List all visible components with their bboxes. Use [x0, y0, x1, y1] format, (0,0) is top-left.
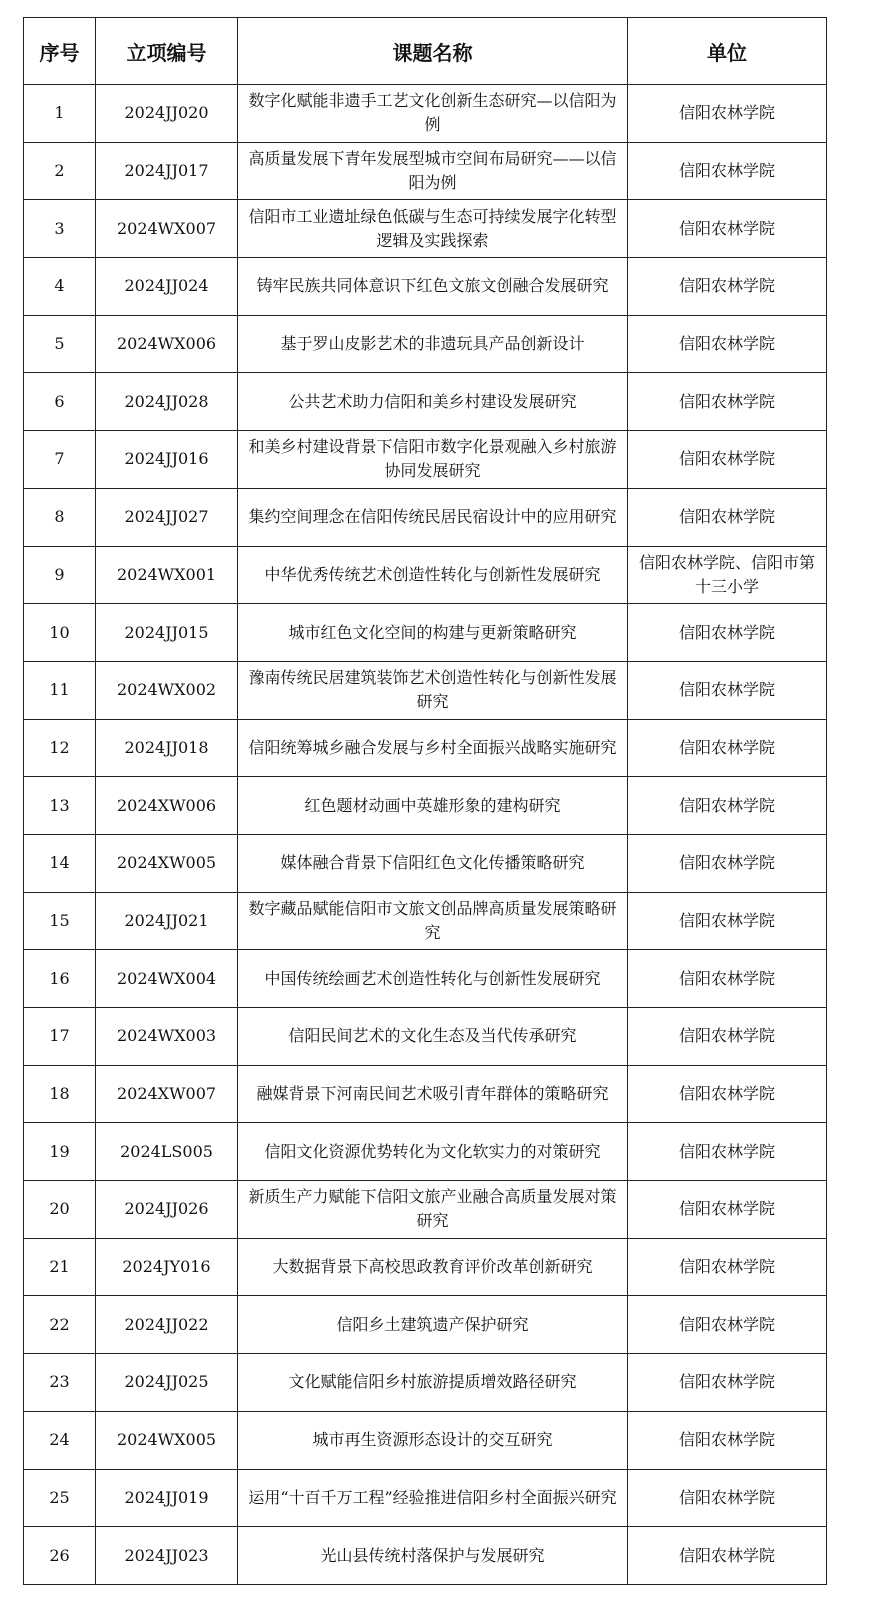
table-row: [24, 1469, 827, 1527]
table-row: [24, 719, 827, 777]
table-row: [24, 1411, 827, 1469]
cell-project-code: 2024WX003: [96, 1008, 238, 1066]
header-project-title: 课题名称: [238, 18, 628, 85]
cell-unit: 信阳农林学院: [628, 142, 827, 200]
cell-serial-number: 26: [24, 1527, 96, 1585]
cell-project-title: 数字藏品赋能信阳市文旅文创品牌高质量发展策略研究: [238, 892, 628, 950]
cell-project-title: 集约空间理念在信阳传统民居民宿设计中的应用研究: [238, 488, 628, 546]
cell-serial-number: 9: [24, 546, 96, 604]
cell-unit: 信阳农林学院: [628, 373, 827, 431]
cell-project-title: 信阳统筹城乡融合发展与乡村全面振兴战略实施研究: [238, 719, 628, 777]
cell-serial-number: 2: [24, 142, 96, 200]
cell-project-code: 2024WX005: [96, 1411, 238, 1469]
cell-serial-number: 15: [24, 892, 96, 950]
table-row: [24, 1008, 827, 1066]
cell-project-title: 信阳市工业遗址绿色低碳与生态可持续发展字化转型逻辑及实践探索: [238, 200, 628, 258]
table-row: [24, 200, 827, 258]
cell-project-code: 2024LS005: [96, 1123, 238, 1181]
cell-serial-number: 10: [24, 604, 96, 662]
cell-project-title: 融媒背景下河南民间艺术吸引青年群体的策略研究: [238, 1065, 628, 1123]
cell-serial-number: 21: [24, 1238, 96, 1296]
cell-serial-number: 12: [24, 719, 96, 777]
cell-project-code: 2024JJ024: [96, 258, 238, 316]
cell-project-code: 2024JJ015: [96, 604, 238, 662]
project-table: [23, 17, 827, 1585]
header-serial-number: 序号: [24, 18, 96, 85]
cell-serial-number: 23: [24, 1354, 96, 1412]
cell-project-code: 2024JJ028: [96, 373, 238, 431]
cell-serial-number: 1: [24, 85, 96, 143]
cell-project-code: 2024JJ018: [96, 719, 238, 777]
table-row: [24, 1123, 827, 1181]
cell-project-code: 2024XW005: [96, 834, 238, 892]
cell-project-title: 豫南传统民居建筑装饰艺术创造性转化与创新性发展研究: [238, 661, 628, 719]
cell-serial-number: 11: [24, 661, 96, 719]
cell-unit: 信阳农林学院: [628, 1181, 827, 1239]
table-row: [24, 661, 827, 719]
table-row: [24, 258, 827, 316]
cell-unit: 信阳农林学院: [628, 431, 827, 489]
table-row: [24, 777, 827, 835]
cell-project-code: 2024WX004: [96, 950, 238, 1008]
table-row: [24, 892, 827, 950]
cell-unit: 信阳农林学院: [628, 950, 827, 1008]
cell-project-code: 2024JY016: [96, 1238, 238, 1296]
cell-project-title: 信阳文化资源优势转化为文化软实力的对策研究: [238, 1123, 628, 1181]
cell-unit: 信阳农林学院: [628, 1008, 827, 1066]
table-row: [24, 1354, 827, 1412]
cell-project-code: 2024JJ016: [96, 431, 238, 489]
header-project-code: 立项编号: [96, 18, 238, 85]
cell-unit: 信阳农林学院: [628, 604, 827, 662]
cell-project-code: 2024JJ021: [96, 892, 238, 950]
cell-project-code: 2024JJ022: [96, 1296, 238, 1354]
cell-unit: 信阳农林学院、信阳市第十三小学: [628, 546, 827, 604]
cell-project-title: 高质量发展下青年发展型城市空间布局研究——以信阳为例: [238, 142, 628, 200]
cell-unit: 信阳农林学院: [628, 258, 827, 316]
table-row: [24, 604, 827, 662]
cell-project-title: 公共艺术助力信阳和美乡村建设发展研究: [238, 373, 628, 431]
cell-serial-number: 17: [24, 1008, 96, 1066]
cell-project-code: 2024WX007: [96, 200, 238, 258]
cell-serial-number: 4: [24, 258, 96, 316]
cell-project-title: 信阳民间艺术的文化生态及当代传承研究: [238, 1008, 628, 1066]
table-row: [24, 488, 827, 546]
cell-serial-number: 6: [24, 373, 96, 431]
cell-project-code: 2024JJ027: [96, 488, 238, 546]
cell-unit: 信阳农林学院: [628, 1354, 827, 1412]
cell-unit: 信阳农林学院: [628, 315, 827, 373]
cell-unit: 信阳农林学院: [628, 1469, 827, 1527]
cell-project-title: 信阳乡土建筑遗产保护研究: [238, 1296, 628, 1354]
cell-project-code: 2024JJ023: [96, 1527, 238, 1585]
table-row: [24, 373, 827, 431]
cell-unit: 信阳农林学院: [628, 719, 827, 777]
cell-serial-number: 25: [24, 1469, 96, 1527]
table-row: [24, 1065, 827, 1123]
cell-serial-number: 24: [24, 1411, 96, 1469]
cell-project-code: 2024XW006: [96, 777, 238, 835]
cell-project-title: 文化赋能信阳乡村旅游提质增效路径研究: [238, 1354, 628, 1412]
table-row: [24, 142, 827, 200]
cell-serial-number: 13: [24, 777, 96, 835]
cell-unit: 信阳农林学院: [628, 1527, 827, 1585]
cell-project-code: 2024JJ025: [96, 1354, 238, 1412]
cell-project-title: 数字化赋能非遗手工艺文化创新生态研究—以信阳为例: [238, 85, 628, 143]
cell-serial-number: 14: [24, 834, 96, 892]
cell-project-title: 城市红色文化空间的构建与更新策略研究: [238, 604, 628, 662]
cell-project-code: 2024WX002: [96, 661, 238, 719]
cell-unit: 信阳农林学院: [628, 1238, 827, 1296]
cell-project-title: 光山县传统村落保护与发展研究: [238, 1527, 628, 1585]
cell-project-title: 城市再生资源形态设计的交互研究: [238, 1411, 628, 1469]
cell-unit: 信阳农林学院: [628, 1065, 827, 1123]
cell-serial-number: 7: [24, 431, 96, 489]
cell-project-title: 新质生产力赋能下信阳文旅产业融合高质量发展对策研究: [238, 1181, 628, 1239]
cell-unit: 信阳农林学院: [628, 661, 827, 719]
cell-project-title: 铸牢民族共同体意识下红色文旅文创融合发展研究: [238, 258, 628, 316]
cell-unit: 信阳农林学院: [628, 1411, 827, 1469]
table-row: [24, 1296, 827, 1354]
cell-unit: 信阳农林学院: [628, 834, 827, 892]
cell-unit: 信阳农林学院: [628, 488, 827, 546]
table-row: [24, 1238, 827, 1296]
cell-serial-number: 20: [24, 1181, 96, 1239]
table-row: [24, 85, 827, 143]
cell-project-code: 2024JJ019: [96, 1469, 238, 1527]
table-row: [24, 546, 827, 604]
table-row: [24, 431, 827, 489]
cell-serial-number: 16: [24, 950, 96, 1008]
cell-serial-number: 5: [24, 315, 96, 373]
cell-project-title: 红色题材动画中英雄形象的建构研究: [238, 777, 628, 835]
cell-serial-number: 22: [24, 1296, 96, 1354]
cell-project-title: 中国传统绘画艺术创造性转化与创新性发展研究: [238, 950, 628, 1008]
cell-unit: 信阳农林学院: [628, 777, 827, 835]
cell-unit: 信阳农林学院: [628, 892, 827, 950]
cell-serial-number: 8: [24, 488, 96, 546]
table-header-row: [24, 18, 827, 85]
cell-project-code: 2024JJ026: [96, 1181, 238, 1239]
cell-serial-number: 18: [24, 1065, 96, 1123]
cell-unit: 信阳农林学院: [628, 85, 827, 143]
cell-project-title: 中华优秀传统艺术创造性转化与创新性发展研究: [238, 546, 628, 604]
cell-project-title: 运用“十百千万工程”经验推进信阳乡村全面振兴研究: [238, 1469, 628, 1527]
table-row: [24, 834, 827, 892]
table-row: [24, 315, 827, 373]
cell-project-code: 2024XW007: [96, 1065, 238, 1123]
cell-project-code: 2024WX001: [96, 546, 238, 604]
header-unit: 单位: [628, 18, 827, 85]
cell-project-code: 2024WX006: [96, 315, 238, 373]
cell-project-title: 基于罗山皮影艺术的非遗玩具产品创新设计: [238, 315, 628, 373]
table-row: [24, 950, 827, 1008]
cell-unit: 信阳农林学院: [628, 1296, 827, 1354]
table-row: [24, 1181, 827, 1239]
cell-project-title: 大数据背景下高校思政教育评价改革创新研究: [238, 1238, 628, 1296]
cell-unit: 信阳农林学院: [628, 1123, 827, 1181]
table-row: [24, 1527, 827, 1585]
cell-serial-number: 19: [24, 1123, 96, 1181]
cell-project-code: 2024JJ020: [96, 85, 238, 143]
cell-project-title: 和美乡村建设背景下信阳市数字化景观融入乡村旅游协同发展研究: [238, 431, 628, 489]
cell-unit: 信阳农林学院: [628, 200, 827, 258]
cell-project-title: 媒体融合背景下信阳红色文化传播策略研究: [238, 834, 628, 892]
cell-project-code: 2024JJ017: [96, 142, 238, 200]
cell-serial-number: 3: [24, 200, 96, 258]
